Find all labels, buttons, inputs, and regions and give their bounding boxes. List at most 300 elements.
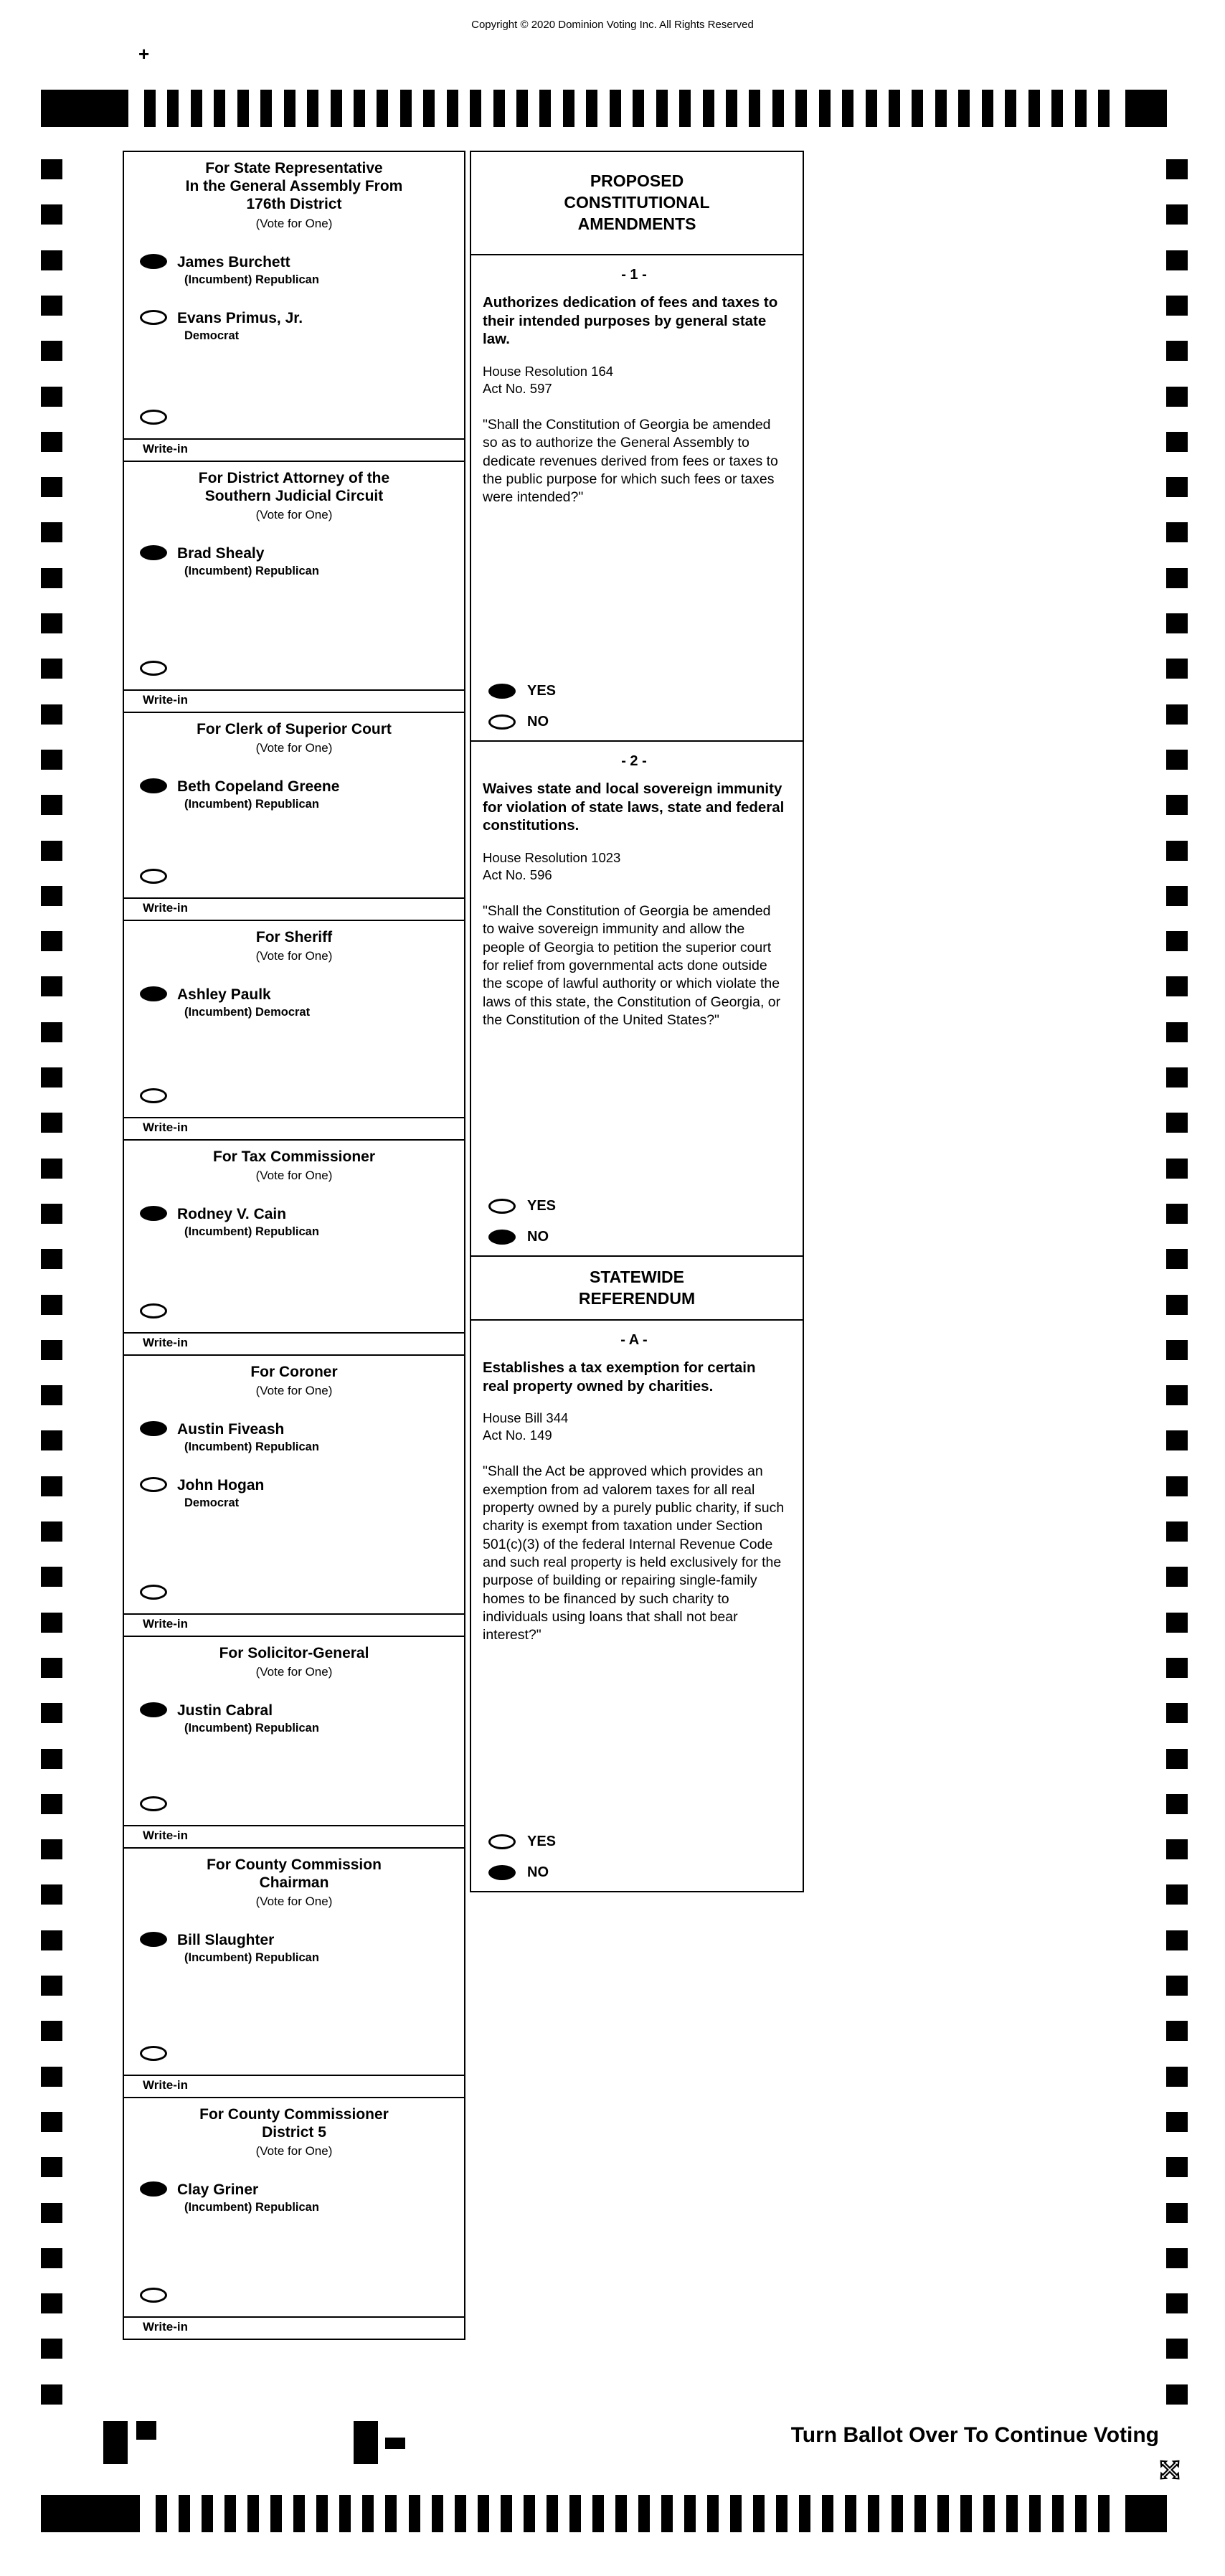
measure-question: "Shall the Constitution of Georgia be amended so as to authorize the General Assembly to dedicate revenues derived from fees or taxes to the public purpose for which such fees or taxes were intended?" [483, 416, 778, 506]
timing-mark [592, 2495, 604, 2532]
race-header [124, 927, 464, 963]
timing-mark [937, 2495, 949, 2532]
timing-mark [447, 90, 458, 127]
header-title-line: CONSTITUTIONAL [564, 193, 710, 212]
race-title: For County Commission [207, 1856, 382, 1873]
timing-mark [1166, 750, 1188, 770]
choice-row [483, 1198, 785, 1214]
timing-mark [684, 2495, 696, 2532]
ballot-measure [470, 740, 804, 1257]
candidate-text [177, 310, 303, 343]
candidate-oval[interactable] [140, 1421, 167, 1436]
spacer [483, 507, 785, 661]
timing-mark [703, 90, 714, 127]
candidate-name: Ashley Paulk [177, 986, 271, 1004]
candidate-oval[interactable] [140, 986, 167, 1001]
contest-group-header [470, 1255, 804, 1321]
race-title: For Coroner [250, 1364, 338, 1380]
candidate-name: Brad Shealy [177, 545, 265, 562]
timing-mark [516, 90, 528, 127]
timing-block [41, 2495, 140, 2532]
timing-mark [799, 2495, 810, 2532]
measure-reference-line: Act No. 596 [483, 867, 552, 882]
measure-reference [483, 363, 785, 397]
timing-mark [41, 296, 62, 316]
timing-mark [730, 2495, 742, 2532]
timing-mark [753, 2495, 765, 2532]
timing-mark [935, 90, 947, 127]
write-in-oval[interactable] [140, 1303, 167, 1318]
race-title: For Clerk of Superior Court [197, 721, 392, 737]
timing-mark [41, 2157, 62, 2177]
timing-mark [1166, 1703, 1188, 1723]
candidate-party: (Incumbent) Republican [184, 1951, 319, 1965]
vote-for-instruction: (Vote for One) [255, 2144, 333, 2159]
yes-oval[interactable] [488, 1834, 516, 1849]
choice-row [483, 714, 785, 730]
timing-mark [1166, 931, 1188, 951]
timing-mark [41, 1113, 62, 1133]
timing-mark [493, 90, 505, 127]
write-in-oval-row [124, 410, 464, 428]
timing-mark [41, 795, 62, 815]
timing-mark [41, 1067, 62, 1088]
timing-block [41, 90, 128, 127]
candidate-row [124, 310, 464, 343]
candidate-row [124, 1477, 464, 1510]
timing-mark [1166, 1385, 1188, 1405]
timing-mark [1166, 1749, 1188, 1769]
timing-mark [1166, 613, 1188, 633]
timing-mark [891, 2495, 903, 2532]
timing-mark [41, 750, 62, 770]
timing-mark [1166, 1658, 1188, 1678]
timing-mark [41, 613, 62, 633]
candidate-text [177, 1421, 319, 1454]
write-in-label: Write-in [143, 442, 188, 456]
candidate-races-column [123, 152, 465, 2340]
candidate-name: Evans Primus, Jr. [177, 309, 303, 326]
timing-mark [247, 2495, 259, 2532]
race-box [123, 1139, 465, 1356]
race-title: In the General Assembly From [185, 178, 403, 195]
timing-mark [41, 1022, 62, 1042]
timing-mark [400, 90, 412, 127]
timing-mark [889, 90, 900, 127]
choice-row [483, 1834, 785, 1850]
timing-mark [1166, 2203, 1188, 2223]
vote-for-instruction: (Vote for One) [255, 1665, 333, 1679]
contest-group-header [470, 151, 804, 255]
race-box [123, 151, 465, 462]
spacer [483, 1645, 785, 1812]
timing-mark [1166, 1159, 1188, 1179]
timing-mark [1166, 1613, 1188, 1633]
choice-row [483, 683, 785, 699]
no-label: NO [527, 1229, 549, 1245]
timing-mark [455, 2495, 466, 2532]
race-header [124, 1146, 464, 1183]
spacer [124, 1239, 464, 1283]
timing-mark [362, 2495, 374, 2532]
measure-reference-line: House Resolution 1023 [483, 849, 621, 865]
candidate-text [177, 1477, 264, 1510]
timing-mark [1075, 2495, 1087, 2532]
timing-mark [638, 2495, 650, 2532]
timing-mark [547, 2495, 558, 2532]
spacer [124, 1019, 464, 1068]
measure-summary: Waives state and local sovereign immunity for violation of state laws, state and federal constitutions. [483, 780, 785, 834]
timing-mark [41, 341, 62, 361]
candidate-oval[interactable] [140, 1932, 167, 1947]
timing-mark [423, 90, 435, 127]
candidate-name: James Burchett [177, 253, 290, 270]
timing-mark [478, 2495, 489, 2532]
timing-mark [524, 2495, 535, 2532]
race-header [124, 1643, 464, 1679]
write-in-oval[interactable] [140, 1585, 167, 1600]
timing-mark [842, 90, 853, 127]
timing-mark [1166, 1794, 1188, 1814]
timing-mark [868, 2495, 879, 2532]
no-oval[interactable] [488, 1865, 516, 1880]
timing-mark [214, 90, 225, 127]
timing-mark [41, 1839, 62, 1859]
candidate-name: Beth Copeland Greene [177, 778, 340, 796]
write-in-label: Write-in [143, 901, 188, 915]
timing-mark [41, 1249, 62, 1269]
turn-ballot-over-instruction: Turn Ballot Over To Continue Voting [790, 2423, 1159, 2447]
spacer [124, 578, 464, 641]
timing-mark [41, 931, 62, 951]
header-title-line: REFERENDUM [578, 1288, 696, 1308]
yes-label: YES [527, 683, 557, 699]
timing-mark [41, 1159, 62, 1179]
timing-mark [982, 90, 993, 127]
vote-for-instruction: (Vote for One) [255, 216, 333, 230]
candidate-row [124, 1206, 464, 1239]
candidate-oval[interactable] [140, 778, 167, 793]
race-header [124, 1854, 464, 1909]
timing-mark [1166, 841, 1188, 861]
candidate-party: (Incumbent) Republican [184, 1225, 319, 1239]
race-box [123, 712, 465, 921]
candidate-oval[interactable] [140, 1702, 167, 1717]
vote-for-instruction: (Vote for One) [255, 1169, 333, 1183]
timing-mark [1166, 704, 1188, 725]
candidate-party: (Incumbent) Republican [184, 1440, 319, 1454]
timing-mark [795, 90, 807, 127]
vote-for-instruction: (Vote for One) [255, 508, 333, 522]
measure-number: - 1 - [621, 267, 647, 283]
timing-mark [41, 477, 62, 497]
write-in-oval[interactable] [140, 1088, 167, 1103]
yes-oval[interactable] [488, 684, 516, 699]
timing-mark [41, 2293, 62, 2313]
race-box [123, 1847, 465, 2098]
timing-mark [1166, 886, 1188, 906]
race-title: For Tax Commissioner [213, 1148, 375, 1165]
candidate-row [124, 778, 464, 811]
race-box [123, 1636, 465, 1849]
timing-mark [1166, 1884, 1188, 1905]
timing-mark [1166, 1204, 1188, 1224]
measure-reference-line: House Resolution 164 [483, 363, 614, 379]
timing-mark [1166, 1839, 1188, 1859]
timing-mark [41, 387, 62, 407]
timing-mark [1166, 2021, 1188, 2041]
timing-mark [41, 1976, 62, 1996]
write-in-oval-row [124, 869, 464, 887]
choice-row [483, 1229, 785, 1245]
write-in-oval-row [124, 1303, 464, 1322]
timing-mark [41, 2248, 62, 2268]
measure-number: - A - [620, 1332, 648, 1348]
choice-row [483, 1864, 785, 1881]
timing-mark [1098, 90, 1110, 127]
timing-mark [41, 1385, 62, 1405]
timing-mark [1166, 568, 1188, 588]
candidate-name: Austin Fiveash [177, 1421, 285, 1438]
timing-mark [41, 1521, 62, 1542]
write-in-oval[interactable] [140, 1796, 167, 1811]
timing-mark [385, 2495, 397, 2532]
timing-mark [167, 90, 179, 127]
timing-mark [237, 90, 249, 127]
timing-mark [1166, 159, 1188, 179]
timing-mark [586, 90, 597, 127]
candidate-party: (Incumbent) Republican [184, 1722, 319, 1735]
measure-reference [483, 849, 785, 884]
race-title: For Sheriff [255, 929, 333, 945]
timing-mark [41, 522, 62, 542]
timing-mark [1166, 1567, 1188, 1587]
race-box [123, 1354, 465, 1637]
ballot-id-mark [354, 2421, 378, 2464]
candidate-text [177, 1932, 319, 1965]
race-header [124, 1362, 464, 1398]
timing-mark [1166, 387, 1188, 407]
timing-mark [1028, 90, 1040, 127]
timing-mark [1029, 2495, 1041, 2532]
timing-mark [41, 1749, 62, 1769]
write-in-label: Write-in [143, 693, 188, 707]
timing-mark [41, 1476, 62, 1496]
candidate-oval[interactable] [140, 1477, 167, 1492]
candidate-oval[interactable] [140, 545, 167, 560]
timing-mark [1051, 90, 1063, 127]
timing-mark [41, 1430, 62, 1450]
candidate-row [124, 1421, 464, 1454]
candidate-party: (Incumbent) Republican [184, 798, 319, 811]
timing-mark [610, 90, 621, 127]
timing-mark [41, 2021, 62, 2041]
timing-mark [41, 1567, 62, 1587]
timing-mark [501, 2495, 512, 2532]
timing-mark [983, 2495, 995, 2532]
race-title: 176th District [246, 196, 342, 213]
yes-label: YES [527, 1834, 557, 1849]
timing-mark [41, 1884, 62, 1905]
timing-mark [41, 1658, 62, 1678]
timing-mark [822, 2495, 833, 2532]
timing-mark [1166, 1340, 1188, 1360]
timing-mark [958, 90, 970, 127]
timing-mark [1006, 2495, 1018, 2532]
timing-mark [41, 1340, 62, 1360]
race-header [124, 158, 464, 231]
race-header [124, 2104, 464, 2159]
timing-mark [707, 2495, 719, 2532]
timing-mark [1166, 1067, 1188, 1088]
spacer [124, 1735, 464, 1776]
write-in-oval[interactable] [140, 2288, 167, 2303]
timing-mark [1166, 2067, 1188, 2087]
timing-mark [772, 90, 784, 127]
candidate-party: (Incumbent) Democrat [184, 1006, 311, 1019]
write-in-label: Write-in [143, 1829, 188, 1842]
timing-mark [307, 90, 318, 127]
race-header [124, 468, 464, 522]
timing-mark [661, 2495, 673, 2532]
measure-reference-line: Act No. 149 [483, 1428, 552, 1443]
timing-mark [354, 90, 365, 127]
timing-block [1125, 2495, 1167, 2532]
candidate-name: Clay Griner [177, 2181, 259, 2199]
timing-mark [1166, 1930, 1188, 1950]
write-in-oval[interactable] [140, 2046, 167, 2061]
timing-mark [41, 659, 62, 679]
write-in-oval-row [124, 1796, 464, 1815]
copyright-line: Copyright © 2020 Dominion Voting Inc. All Rights Reserved [471, 19, 754, 31]
timing-mark [41, 2112, 62, 2132]
measure-summary: Authorizes dedication of fees and taxes to their intended purposes by general state law. [483, 294, 778, 348]
race-title: Chairman [259, 1874, 329, 1892]
candidate-row [124, 254, 464, 287]
right-timing-column [1166, 159, 1188, 2455]
candidate-row [124, 2181, 464, 2214]
timing-mark [1052, 2495, 1064, 2532]
timing-mark [41, 204, 62, 225]
write-in-oval[interactable] [140, 869, 167, 884]
no-label: NO [527, 714, 549, 730]
timing-mark [679, 90, 691, 127]
race-box [123, 2097, 465, 2340]
bottom-timing-band [41, 2495, 1167, 2532]
candidate-party: Democrat [184, 329, 240, 342]
timing-mark [41, 1613, 62, 1633]
timing-mark [1166, 204, 1188, 225]
race-title: For County Commissioner [199, 2106, 389, 2123]
timing-mark [41, 2067, 62, 2087]
timing-mark [41, 159, 62, 179]
yes-oval[interactable] [488, 1199, 516, 1214]
plus-registration-mark: + [138, 43, 150, 65]
timing-mark [432, 2495, 443, 2532]
timing-mark [1166, 976, 1188, 996]
timing-mark [1166, 2112, 1188, 2132]
candidate-oval[interactable] [140, 1206, 167, 1221]
candidate-row [124, 986, 464, 1019]
timing-mark [41, 250, 62, 270]
timing-mark [41, 1703, 62, 1723]
timing-mark [914, 2495, 926, 2532]
race-title: For State Representative [205, 160, 383, 176]
timing-mark [1166, 250, 1188, 270]
spacer [124, 343, 464, 390]
timing-mark [1166, 1022, 1188, 1042]
timing-mark [1166, 2293, 1188, 2313]
timing-mark [615, 2495, 627, 2532]
no-oval[interactable] [488, 714, 516, 730]
timing-mark [1166, 1476, 1188, 1496]
timing-mark [41, 1930, 62, 1950]
spacer [124, 1510, 464, 1565]
timing-mark [1166, 1430, 1188, 1450]
timing-mark [284, 90, 295, 127]
header-title-line: PROPOSED [590, 171, 684, 191]
write-in-label: Write-in [143, 1617, 188, 1631]
timing-mark [819, 90, 831, 127]
race-title: Southern Judicial Circuit [204, 488, 384, 505]
vote-for-instruction: (Vote for One) [255, 949, 333, 963]
write-in-oval[interactable] [140, 661, 167, 676]
timing-mark [41, 976, 62, 996]
candidate-oval[interactable] [140, 2181, 167, 2197]
timing-mark [1166, 659, 1188, 679]
write-in-oval[interactable] [140, 410, 167, 425]
race-title: For District Attorney of the [198, 470, 390, 486]
timing-mark [1098, 2495, 1110, 2532]
timing-mark [656, 90, 668, 127]
race-title: District 5 [262, 2124, 326, 2141]
write-in-label: Write-in [143, 2078, 188, 2092]
timing-mark [960, 2495, 972, 2532]
candidate-oval[interactable] [140, 310, 167, 325]
write-in-label: Write-in [143, 1336, 188, 1349]
timing-mark [293, 2495, 305, 2532]
timing-mark [1166, 2339, 1188, 2359]
timing-mark [156, 2495, 167, 2532]
ballot-measure [470, 1319, 804, 1892]
timing-mark [1075, 90, 1087, 127]
measure-question: "Shall the Constitution of Georgia be amended to waive sovereign immunity and allow the people of Georgia to petition the superior court for relief from governmental acts done outside the scope of lawful authority or which violate the laws of this state, the Constitution of Georgia, or the Constitution of the United States?" [483, 902, 781, 1029]
timing-block [1125, 90, 1167, 127]
timing-bars [144, 90, 1110, 127]
candidate-oval[interactable] [140, 254, 167, 269]
candidate-name: John Hogan [177, 1477, 265, 1494]
candidate-party: (Incumbent) Republican [184, 273, 319, 286]
candidate-text [177, 545, 319, 578]
vote-for-instruction: (Vote for One) [255, 741, 333, 755]
timing-mark [1166, 432, 1188, 452]
write-in-oval-row [124, 1088, 464, 1107]
timing-mark [409, 2495, 420, 2532]
timing-mark [749, 90, 760, 127]
timing-mark [41, 2384, 62, 2405]
candidate-text [177, 1702, 319, 1735]
candidate-text [177, 778, 339, 811]
timing-mark [41, 432, 62, 452]
no-oval[interactable] [488, 1230, 516, 1245]
timing-mark [339, 2495, 351, 2532]
race-title: For Solicitor-General [219, 1645, 369, 1661]
spacer [124, 1965, 464, 2026]
timing-mark [316, 2495, 328, 2532]
spacer [483, 1029, 785, 1176]
timing-mark [270, 2495, 282, 2532]
timing-mark [377, 90, 388, 127]
